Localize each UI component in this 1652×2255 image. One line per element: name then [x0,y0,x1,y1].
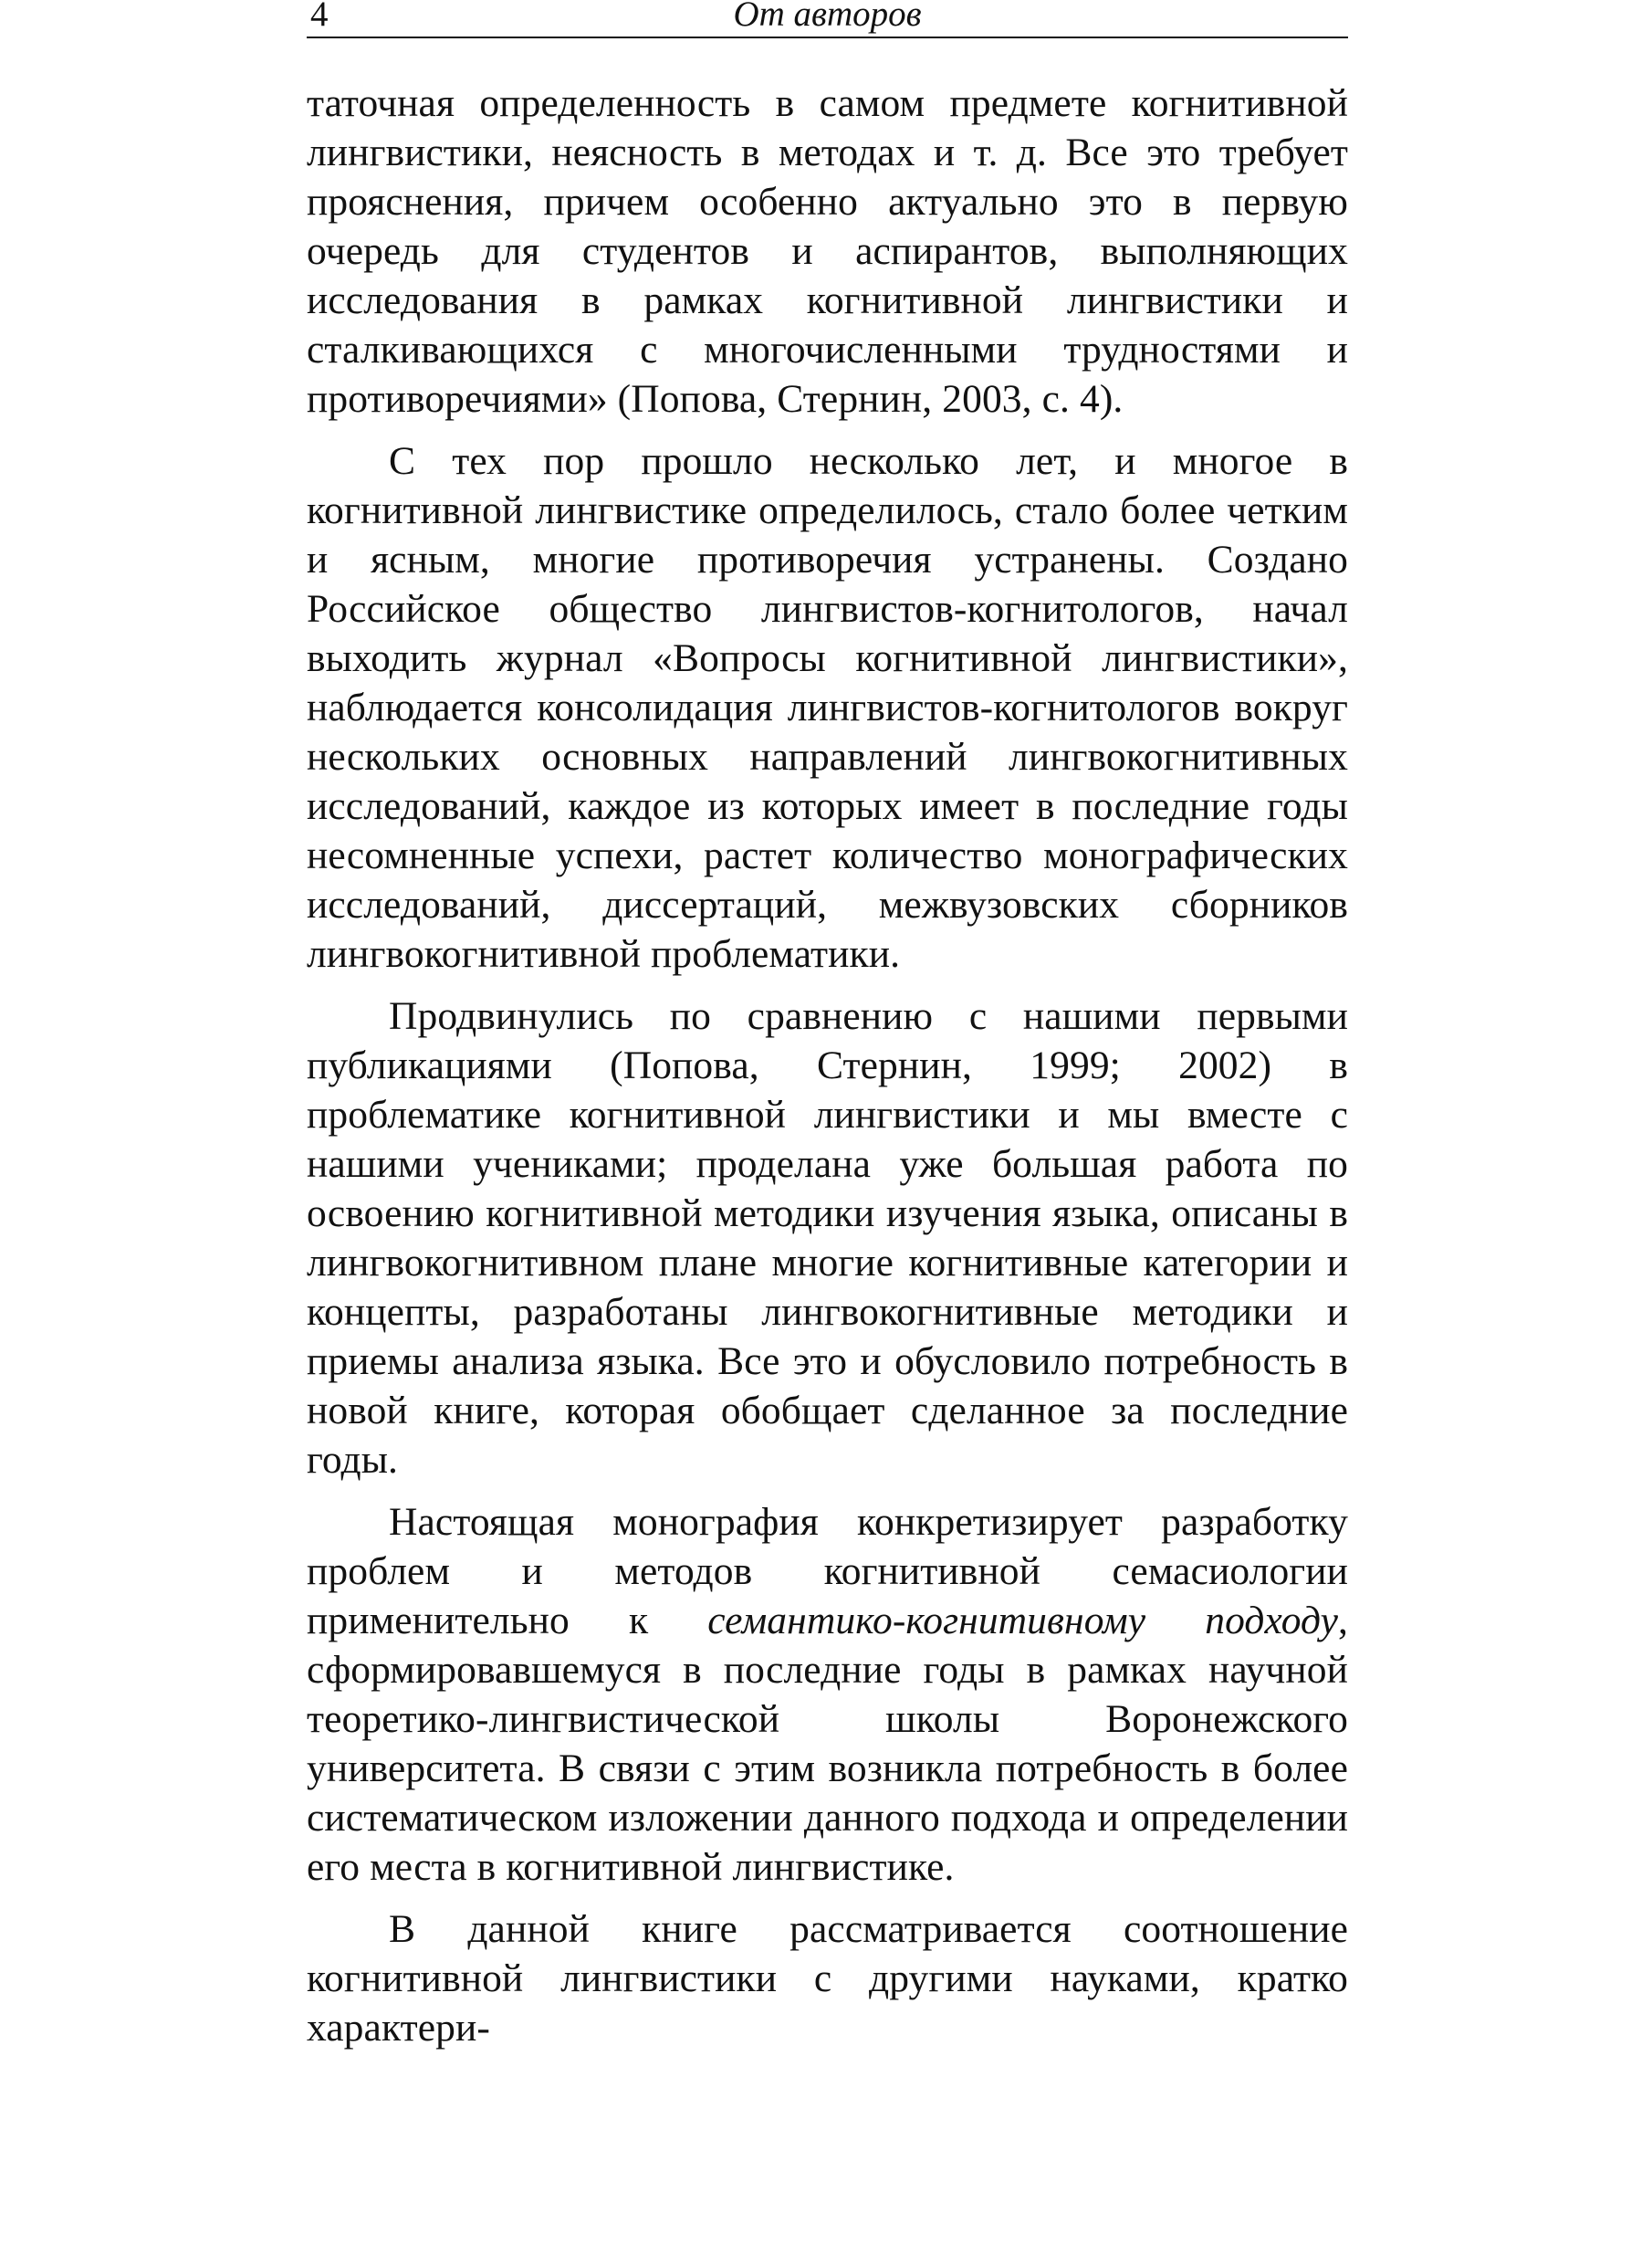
paragraph-4-italic-term: семантико-когнитивному подходу [707,1599,1338,1642]
paragraph-2: С тех пор прошло несколько лет, и многое в когнитивной лингвистике определилось, стало более четким и ясным, многие противоречия устранены. Создано Российское общество лингвистов-когнитологов, начал выходить журнал «Вопросы когнитивной лингвистики», наблюдается консолидация лингвистов-когнитологов вокруг нескольких основных направлений лингвокогнитивных исследований, каждое из которых имеет в последние годы несомненные успехи, растет количество монографических исследований, диссертаций, межвузовских сборников лингвокогнитивной проблематики. [307,439,1348,976]
paragraph-4 [307,1497,1348,1892]
paragraph-5: В данной книге рассматривается соотношение когнитивной лингвистики с другими науками, кратко характери- [307,1907,1348,2050]
page-number: 4 [310,0,329,34]
paragraph-3: Продвинулись по сравнению с нашими первыми публикациями (Попова, Стернин, 1999; 2002) в проблематике когнитивной лингвистики и мы вместе с нашими учениками; проделана уже большая работа по освоению когнитивной методики изучения языка, описаны в лингвокогнитивном плане многие когнитивные категории и концепты, разработаны лингвокогнитивные методики и приемы анализа языка. Все это и обусловило потребность в новой книге, которая обобщает сделанное за последние годы. [307,994,1348,1482]
paragraph-4-text-end: , сформировавшемуся в последние годы в рамках научной теоретико-лингвистической школы Воронежского университета. В связи с этим возникла потребность в более систематическом изложении данного подхода и определении его места в когнитивной лингвистике. [307,1599,1348,1889]
running-title: От авторов [733,0,922,34]
running-head [307,0,1348,38]
paragraph-1: таточная определенность в самом предмете когнитивной лингвистики, неясность в методах и т. д. Все это требует прояснения, причем особенно актуально это в первую очередь для студентов и аспирантов, выполняющих исследования в рамках когнитивной лингвистики и сталкивающихся с многочисленными трудностями и противоречиями» (Попова, Стернин, 2003, с. 4). [307,81,1348,421]
paragraph-4-text-start: Настоящая монография конкретизирует разработку проблем и методов когнитивной семасиологии применительно к [307,1500,1348,1642]
body-text [307,79,1348,2065]
